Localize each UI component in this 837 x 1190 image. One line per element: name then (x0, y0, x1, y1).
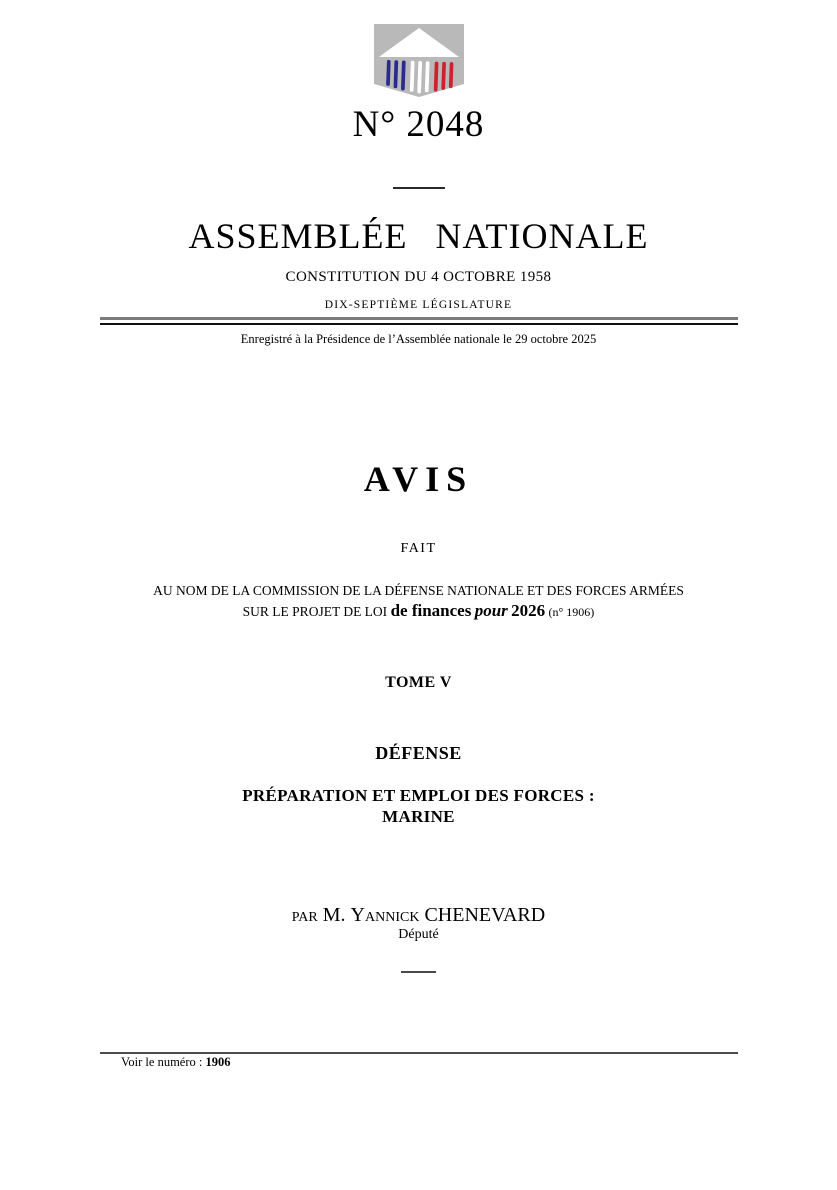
projet-de-loi-line (0, 601, 837, 622)
legislature-line: DIX-SEPTIÈME LÉGISLATURE (324, 299, 513, 311)
document-type-title: AVIS (363, 459, 474, 499)
document-number: N° 2048 (352, 104, 485, 145)
tome-label: TOME V (385, 674, 452, 691)
projet-year: 2026 (511, 601, 546, 620)
author-role: Député (398, 927, 439, 942)
constitution-line: CONSTITUTION DU 4 OCTOBRE 1958 (285, 269, 552, 285)
projet-prefix: SUR LE PROJET DE LOI (242, 604, 388, 619)
logo-columns-white (409, 61, 429, 94)
footer-rule (100, 1052, 738, 1054)
double-horizontal-rule (100, 317, 738, 325)
subsection-line-1: PRÉPARATION ET EMPLOI DES FORCES : (242, 786, 595, 805)
double-rule-gray-line (100, 317, 738, 320)
short-divider-bottom (401, 971, 436, 973)
footer-voir-number: 1906 (205, 1055, 231, 1069)
footer-voir-label: Voir le numéro : (121, 1055, 203, 1069)
logo-columns-red (433, 62, 453, 93)
short-divider-top (393, 187, 445, 189)
commission-line: AU NOM DE LA COMMISSION DE LA DÉFENSE NATIONALE ET DES FORCES ARMÉES (153, 583, 684, 598)
double-rule-black-line (100, 323, 738, 325)
registration-line: Enregistré à la Présidence de l’Assemblée nationale le 29 octobre 2025 (240, 332, 597, 346)
author-first-name: Yannick (350, 904, 420, 926)
assemblee-nationale-logo-icon (374, 23, 464, 97)
footer-note (121, 1055, 230, 1070)
author-par-label: par (291, 904, 318, 926)
section-title: DÉFENSE (375, 743, 462, 763)
author-line (0, 904, 837, 927)
projet-finances: de finances (390, 601, 472, 620)
projet-pour: pour (474, 601, 508, 620)
projet-reference: (n° 1906) (548, 605, 595, 619)
subsection-line-2: MARINE (382, 807, 455, 826)
fait-label: FAIT (400, 541, 437, 556)
logo-container (0, 23, 837, 102)
assembly-title: ASSEMBLÉE NATIONALE (188, 216, 649, 256)
author-honorific: M. (322, 904, 346, 926)
author-last-name: CHENEVARD (424, 904, 546, 926)
subsection-title (0, 785, 837, 827)
